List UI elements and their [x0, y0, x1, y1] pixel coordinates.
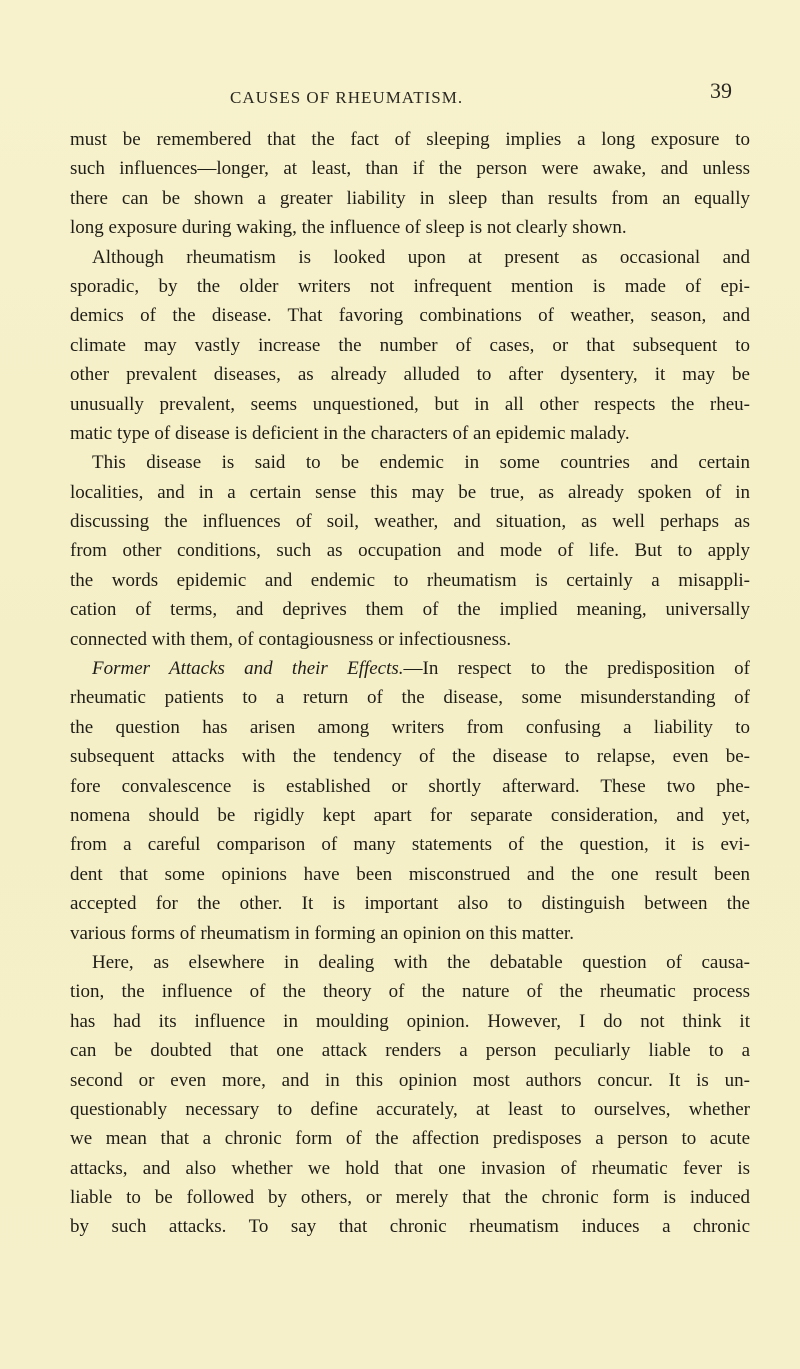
text-line	[70, 1124, 750, 1153]
line-text: Here, as elsewhere in dealing with the debatable question of causa-	[92, 951, 750, 973]
text-line	[70, 948, 750, 977]
line-text: rheumatic patients to a return of the disease, some misunderstanding of	[70, 687, 750, 709]
line-text: accepted for the other. It is important also to distinguish between the	[70, 893, 750, 915]
page-number: 39	[710, 78, 732, 103]
line-text: fore convalescence is established or shortly afterward. These two phe-	[70, 775, 750, 797]
text-line	[70, 419, 750, 448]
line-text: there can be shown a greater liability in sleep than results from an equally	[70, 187, 750, 209]
text-line	[70, 448, 750, 477]
line-text: climate may vastly increase the number of cases, or that subsequent to	[70, 334, 750, 356]
text-line	[70, 713, 750, 742]
text-line	[70, 1066, 750, 1095]
line-text: from a careful comparison of many statements of the question, it is evi-	[70, 834, 750, 856]
line-text: we mean that a chronic form of the affection predisposes a person to acute	[70, 1128, 750, 1150]
line-text: questionably necessary to define accurately, at least to ourselves, whether	[70, 1098, 750, 1120]
text-line	[70, 772, 750, 801]
text-line	[70, 507, 750, 536]
text-line	[70, 595, 750, 624]
text-line	[70, 272, 750, 301]
line-text: dent that some opinions have been misconstrued and the one result been	[70, 863, 750, 885]
text-line	[70, 125, 750, 154]
text-line	[70, 566, 750, 595]
line-text: attacks, and also whether we hold that one invasion of rheumatic fever is	[70, 1157, 750, 1179]
text-line	[70, 331, 750, 360]
section-heading: Former Attacks and their Effects.	[92, 658, 404, 680]
text-line	[70, 654, 750, 683]
line-text: various forms of rheumatism in forming an opinion on this matter.	[70, 922, 574, 944]
text-line	[70, 1183, 750, 1212]
line-text: liable to be followed by others, or merely that the chronic form is induced	[70, 1187, 750, 1209]
text-line	[70, 536, 750, 565]
running-title: CAUSES OF RHEUMATISM.	[230, 88, 464, 107]
text-line	[70, 478, 750, 507]
text-line	[70, 977, 750, 1006]
text-line	[70, 1212, 750, 1241]
text-line	[70, 860, 750, 889]
line-text: sporadic, by the older writers not infrequent mention is made of epi-	[70, 275, 750, 297]
line-text: cation of terms, and deprives them of the implied meaning, universally	[70, 599, 750, 621]
line-text: tion, the influence of the theory of the nature of the rheumatic process	[70, 981, 750, 1003]
text-line	[70, 742, 750, 771]
text-line	[70, 1095, 750, 1124]
line-text: the question has arisen among writers from confusing a liability to	[70, 716, 750, 738]
line-text: connected with them, of contagiousness or infectiousness.	[70, 628, 512, 650]
text-line	[70, 154, 750, 183]
line-text: This disease is said to be endemic in some countries and certain	[92, 452, 750, 474]
line-text: such influences—longer, at least, than if the person were awake, and unless	[70, 158, 750, 180]
line-text: other prevalent diseases, as already alluded to after dysentery, it may be	[70, 364, 750, 386]
text-line	[70, 801, 750, 830]
text-line	[70, 213, 750, 242]
line-text: by such attacks. To say that chronic rheumatism induces a chronic	[70, 1216, 750, 1238]
text-line	[70, 184, 750, 213]
line-text: has had its influence in moulding opinion. However, I do not think it	[70, 1010, 750, 1032]
line-text: —In respect to the predisposition of	[403, 658, 751, 680]
text-line	[70, 683, 750, 712]
text-line	[70, 1154, 750, 1183]
body-text	[70, 125, 750, 1242]
line-text: demics of the disease. That favoring combinations of weather, season, and	[70, 305, 750, 327]
line-text: can be doubted that one attack renders a person peculiarly liable to a	[70, 1040, 750, 1062]
text-line	[70, 390, 750, 419]
line-text: second or even more, and in this opinion most authors concur. It is un-	[70, 1069, 750, 1091]
line-text: from other conditions, such as occupation and mode of life. But to apply	[70, 540, 750, 562]
line-text: the words epidemic and endemic to rheumatism is certainly a misappli-	[70, 569, 750, 591]
line-text: unusually prevalent, seems unquestioned, but in all other respects the rheu-	[70, 393, 750, 415]
line-text: must be remembered that the fact of sleeping implies a long exposure to	[70, 129, 750, 150]
text-line	[70, 919, 750, 948]
text-line	[70, 1007, 750, 1036]
text-line	[70, 625, 750, 654]
line-text: discussing the influences of soil, weather, and situation, as well perhaps as	[70, 511, 750, 533]
text-line	[70, 1036, 750, 1065]
text-line	[70, 360, 750, 389]
text-line	[70, 830, 750, 859]
line-text: long exposure during waking, the influence of sleep is not clearly shown.	[70, 217, 627, 239]
line-text: matic type of disease is deficient in the characters of an epidemic malady.	[70, 422, 630, 444]
line-text: nomena should be rigidly kept apart for separate consideration, and yet,	[70, 804, 750, 826]
line-text: subsequent attacks with the tendency of the disease to relapse, even be-	[70, 746, 750, 768]
text-line	[70, 243, 750, 272]
line-text: localities, and in a certain sense this may be true, as already spoken of in	[70, 481, 750, 503]
text-line	[70, 889, 750, 918]
text-line	[70, 301, 750, 330]
line-text: Although rheumatism is looked upon at present as occasional and	[92, 246, 750, 268]
